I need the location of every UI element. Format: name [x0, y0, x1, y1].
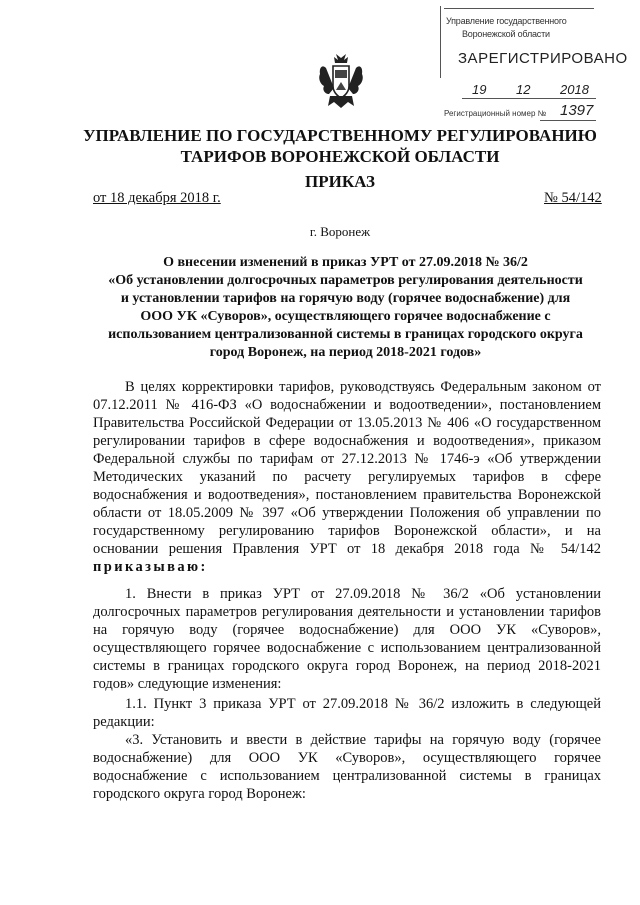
stamp-date-year: 2018	[560, 82, 589, 97]
issuer-line-1: УПРАВЛЕНИЕ ПО ГОСУДАРСТВЕННОМУ РЕГУЛИРОВАНИЮ	[83, 126, 597, 145]
issuer-line-2: ТАРИФОВ ВОРОНЕЖСКОЙ ОБЛАСТИ	[180, 147, 500, 166]
heading-line: ООО УК «Суворов», осуществляющего горячее водоснабжение с	[140, 309, 551, 324]
heading-line: О внесении изменений в приказ УРТ от 27.09.2018 № 36/2	[163, 255, 528, 270]
stamp-date-day: 19	[472, 82, 487, 97]
heading-line: и установлении тарифов на горячую воду (горячее водоснабжение) для	[120, 291, 571, 306]
coat-of-arms-emblem	[316, 52, 366, 112]
item-1-text: 1. Внести в приказ УРТ от 27.09.2018 № 36/2 «Об установлении долгосрочных параметров регулирования деятельности и установлении тарифов на горячую воду (горячее водоснабжение) для ООО УК «Суворов», осуществляющего горячее водоснабжение с использованием централизованной системы в границах городского округа город Воронеж, на период 2018-2021 годов» следующие изменения:	[93, 586, 601, 692]
registration-stamp	[440, 6, 628, 119]
preamble-paragraph	[93, 378, 601, 576]
order-date: от 18 декабря 2018 г.	[93, 190, 221, 206]
item-1-1-text: 1.1. Пункт 3 приказа УРТ от 27.09.2018 № 36/2 изложить в следующей редакции:	[93, 696, 601, 730]
stamp-reg-number-label: Регистрационный номер №	[444, 109, 547, 118]
stamp-date-month: 12	[516, 82, 531, 97]
heading-line: использованием централизованной системы в границах городского округа	[108, 327, 583, 342]
item-3-quote-text: «3. Установить и ввести в действие тарифы на горячую воду (горячее водоснабжение) для ООО УК «Суворов», осуществляющего горячее водоснабжение с использованием централизованной системы в границах городского округа город Воронеж:	[93, 732, 601, 802]
order-verb: приказываю:	[93, 559, 208, 575]
preamble-text: В целях корректировки тарифов, руководствуясь Федеральным законом от 07.12.2011 № 416-ФЗ «О водоснабжении и водоотведении», постановлением Правительства Российской Федерации от 13.05.2013 № 406 «О государственном регулировании тарифов в сфере водоснабжения и водоотведения», приказом Федеральной службы по тарифам от 27.12.2013 № 1746-э «Об утверждении Методических указаний по расчету регулируемых тарифов в сфере водоснабжения и водоотведения», постановлением правительства Воронежской области от 18.05.2009 № 397 «Об утверждении Положения об управлении по государственному регулированию тарифов Воронежской области», и на основании решения Правления УРТ от 18 декабря 2018 года № 54/142	[93, 379, 601, 557]
stamp-org-line2: Воронежской области	[462, 29, 550, 39]
order-city: г. Воронеж	[309, 224, 371, 239]
document-title: ПРИКАЗ	[305, 172, 375, 191]
order-number: № 54/142	[544, 190, 602, 206]
stamp-org-line1: Управление государственного	[446, 16, 567, 26]
item-1-1	[93, 695, 601, 731]
order-heading	[93, 254, 598, 362]
heading-line: город Воронеж, на период 2018-2021 годов»	[209, 345, 482, 360]
stamp-reg-number: 1397	[560, 102, 594, 119]
stamp-registered-label: ЗАРЕГИСТРИРОВАНО	[458, 50, 628, 67]
item-3-quote	[93, 731, 601, 803]
item-1	[93, 585, 601, 693]
heading-line: «Об установлении долгосрочных параметров регулирования деятельности	[108, 273, 583, 288]
